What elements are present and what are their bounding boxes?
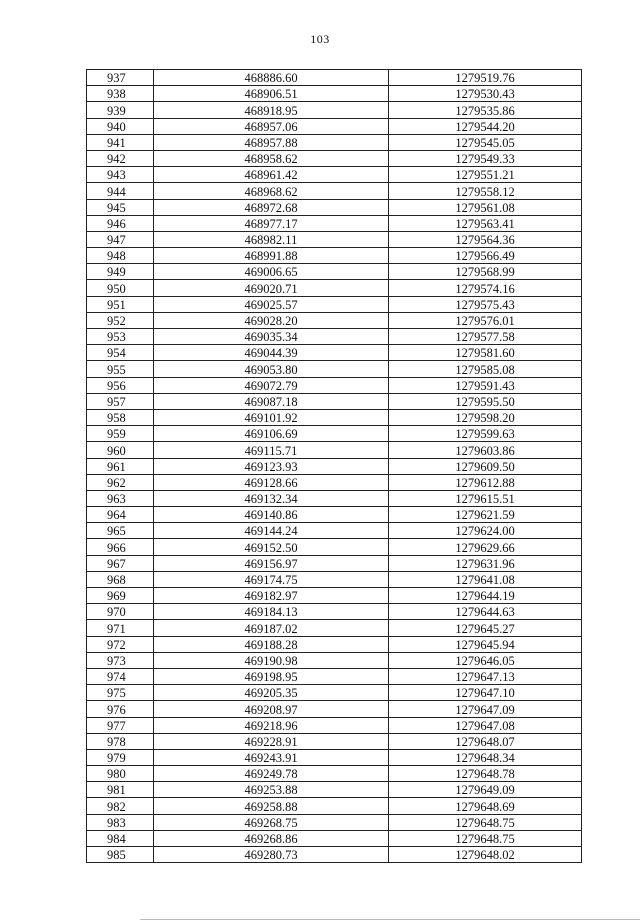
y-coordinate-cell: 1279568.99 bbox=[389, 264, 582, 280]
y-coordinate-cell: 1279648.75 bbox=[389, 830, 582, 846]
point-number-cell: 985 bbox=[87, 847, 154, 863]
table-row bbox=[87, 426, 582, 442]
x-coordinate-cell: 468958.62 bbox=[154, 150, 389, 166]
x-coordinate-cell: 468906.51 bbox=[154, 86, 389, 102]
table-row bbox=[87, 733, 582, 749]
x-coordinate-cell: 469187.02 bbox=[154, 620, 389, 636]
point-number-cell: 962 bbox=[87, 474, 154, 490]
table-row bbox=[87, 280, 582, 296]
y-coordinate-cell: 1279545.05 bbox=[389, 134, 582, 150]
scan-edge-line bbox=[140, 919, 640, 920]
y-coordinate-cell: 1279648.07 bbox=[389, 733, 582, 749]
point-number-cell: 942 bbox=[87, 150, 154, 166]
page-number: 103 bbox=[310, 32, 330, 46]
x-coordinate-cell: 469218.96 bbox=[154, 717, 389, 733]
point-number-cell: 957 bbox=[87, 393, 154, 409]
coordinates-table bbox=[86, 69, 582, 863]
point-number-cell: 979 bbox=[87, 749, 154, 765]
x-coordinate-cell: 469190.98 bbox=[154, 652, 389, 668]
point-number-cell: 947 bbox=[87, 231, 154, 247]
x-coordinate-cell: 468957.88 bbox=[154, 134, 389, 150]
point-number-cell: 983 bbox=[87, 814, 154, 830]
point-number-cell: 945 bbox=[87, 199, 154, 215]
table-row bbox=[87, 312, 582, 328]
x-coordinate-cell: 468982.11 bbox=[154, 231, 389, 247]
y-coordinate-cell: 1279563.41 bbox=[389, 215, 582, 231]
y-coordinate-cell: 1279647.09 bbox=[389, 701, 582, 717]
point-number-cell: 973 bbox=[87, 652, 154, 668]
x-coordinate-cell: 469144.24 bbox=[154, 523, 389, 539]
x-coordinate-cell: 469053.80 bbox=[154, 361, 389, 377]
y-coordinate-cell: 1279544.20 bbox=[389, 118, 582, 134]
x-coordinate-cell: 469280.73 bbox=[154, 847, 389, 863]
point-number-cell: 978 bbox=[87, 733, 154, 749]
y-coordinate-cell: 1279535.86 bbox=[389, 102, 582, 118]
y-coordinate-cell: 1279585.08 bbox=[389, 361, 582, 377]
table-row bbox=[87, 377, 582, 393]
y-coordinate-cell: 1279575.43 bbox=[389, 296, 582, 312]
x-coordinate-cell: 469128.66 bbox=[154, 474, 389, 490]
y-coordinate-cell: 1279598.20 bbox=[389, 409, 582, 425]
point-number-cell: 954 bbox=[87, 345, 154, 361]
table-row bbox=[87, 215, 582, 231]
table-row bbox=[87, 555, 582, 571]
y-coordinate-cell: 1279615.51 bbox=[389, 490, 582, 506]
point-number-cell: 937 bbox=[87, 70, 154, 86]
point-number-cell: 940 bbox=[87, 118, 154, 134]
point-number-cell: 971 bbox=[87, 620, 154, 636]
x-coordinate-cell: 469249.78 bbox=[154, 766, 389, 782]
y-coordinate-cell: 1279649.09 bbox=[389, 782, 582, 798]
table-row bbox=[87, 490, 582, 506]
x-coordinate-cell: 469035.34 bbox=[154, 329, 389, 345]
table-row bbox=[87, 474, 582, 490]
table-row bbox=[87, 685, 582, 701]
y-coordinate-cell: 1279648.78 bbox=[389, 766, 582, 782]
table-row bbox=[87, 539, 582, 555]
x-coordinate-cell: 469028.20 bbox=[154, 312, 389, 328]
x-coordinate-cell: 469253.88 bbox=[154, 782, 389, 798]
table-row bbox=[87, 264, 582, 280]
y-coordinate-cell: 1279576.01 bbox=[389, 312, 582, 328]
point-number-cell: 948 bbox=[87, 248, 154, 264]
x-coordinate-cell: 468991.88 bbox=[154, 248, 389, 264]
x-coordinate-cell: 469243.91 bbox=[154, 749, 389, 765]
y-coordinate-cell: 1279603.86 bbox=[389, 442, 582, 458]
y-coordinate-cell: 1279645.94 bbox=[389, 636, 582, 652]
point-number-cell: 951 bbox=[87, 296, 154, 312]
table-row bbox=[87, 393, 582, 409]
x-coordinate-cell: 469115.71 bbox=[154, 442, 389, 458]
x-coordinate-cell: 469044.39 bbox=[154, 345, 389, 361]
y-coordinate-cell: 1279581.60 bbox=[389, 345, 582, 361]
table-row bbox=[87, 636, 582, 652]
point-number-cell: 955 bbox=[87, 361, 154, 377]
table-row bbox=[87, 798, 582, 814]
table-row bbox=[87, 652, 582, 668]
x-coordinate-cell: 469006.65 bbox=[154, 264, 389, 280]
x-coordinate-cell: 469198.95 bbox=[154, 668, 389, 684]
y-coordinate-cell: 1279530.43 bbox=[389, 86, 582, 102]
point-number-cell: 960 bbox=[87, 442, 154, 458]
table-row bbox=[87, 847, 582, 863]
x-coordinate-cell: 468977.17 bbox=[154, 215, 389, 231]
point-number-cell: 963 bbox=[87, 490, 154, 506]
x-coordinate-cell: 469152.50 bbox=[154, 539, 389, 555]
point-number-cell: 956 bbox=[87, 377, 154, 393]
point-number-cell: 965 bbox=[87, 523, 154, 539]
table-row bbox=[87, 814, 582, 830]
y-coordinate-cell: 1279648.02 bbox=[389, 847, 582, 863]
y-coordinate-cell: 1279646.05 bbox=[389, 652, 582, 668]
y-coordinate-cell: 1279631.96 bbox=[389, 555, 582, 571]
table-row bbox=[87, 118, 582, 134]
x-coordinate-cell: 469025.57 bbox=[154, 296, 389, 312]
table-row bbox=[87, 766, 582, 782]
y-coordinate-cell: 1279564.36 bbox=[389, 231, 582, 247]
table-row bbox=[87, 588, 582, 604]
y-coordinate-cell: 1279519.76 bbox=[389, 70, 582, 86]
point-number-cell: 975 bbox=[87, 685, 154, 701]
table-row bbox=[87, 183, 582, 199]
table-row bbox=[87, 668, 582, 684]
x-coordinate-cell: 468957.06 bbox=[154, 118, 389, 134]
y-coordinate-cell: 1279591.43 bbox=[389, 377, 582, 393]
y-coordinate-cell: 1279624.00 bbox=[389, 523, 582, 539]
y-coordinate-cell: 1279641.08 bbox=[389, 571, 582, 587]
point-number-cell: 938 bbox=[87, 86, 154, 102]
table-row bbox=[87, 361, 582, 377]
y-coordinate-cell: 1279645.27 bbox=[389, 620, 582, 636]
table-row bbox=[87, 199, 582, 215]
y-coordinate-cell: 1279648.69 bbox=[389, 798, 582, 814]
table-row bbox=[87, 442, 582, 458]
y-coordinate-cell: 1279599.63 bbox=[389, 426, 582, 442]
x-coordinate-cell: 469101.92 bbox=[154, 409, 389, 425]
point-number-cell: 964 bbox=[87, 507, 154, 523]
x-coordinate-cell: 469140.86 bbox=[154, 507, 389, 523]
x-coordinate-cell: 468972.68 bbox=[154, 199, 389, 215]
y-coordinate-cell: 1279609.50 bbox=[389, 458, 582, 474]
x-coordinate-cell: 469072.79 bbox=[154, 377, 389, 393]
point-number-cell: 974 bbox=[87, 668, 154, 684]
y-coordinate-cell: 1279621.59 bbox=[389, 507, 582, 523]
y-coordinate-cell: 1279647.10 bbox=[389, 685, 582, 701]
point-number-cell: 968 bbox=[87, 571, 154, 587]
point-number-cell: 980 bbox=[87, 766, 154, 782]
table-row bbox=[87, 329, 582, 345]
x-coordinate-cell: 469258.88 bbox=[154, 798, 389, 814]
point-number-cell: 943 bbox=[87, 167, 154, 183]
table-row bbox=[87, 571, 582, 587]
point-number-cell: 941 bbox=[87, 134, 154, 150]
table-row bbox=[87, 830, 582, 846]
y-coordinate-cell: 1279558.12 bbox=[389, 183, 582, 199]
point-number-cell: 946 bbox=[87, 215, 154, 231]
point-number-cell: 961 bbox=[87, 458, 154, 474]
x-coordinate-cell: 469182.97 bbox=[154, 588, 389, 604]
x-coordinate-cell: 469188.28 bbox=[154, 636, 389, 652]
point-number-cell: 984 bbox=[87, 830, 154, 846]
y-coordinate-cell: 1279561.08 bbox=[389, 199, 582, 215]
table-row bbox=[87, 409, 582, 425]
table-row bbox=[87, 86, 582, 102]
point-number-cell: 944 bbox=[87, 183, 154, 199]
table-row bbox=[87, 620, 582, 636]
point-number-cell: 953 bbox=[87, 329, 154, 345]
table-row bbox=[87, 134, 582, 150]
point-number-cell: 950 bbox=[87, 280, 154, 296]
y-coordinate-cell: 1279644.63 bbox=[389, 604, 582, 620]
point-number-cell: 982 bbox=[87, 798, 154, 814]
x-coordinate-cell: 468886.60 bbox=[154, 70, 389, 86]
y-coordinate-cell: 1279574.16 bbox=[389, 280, 582, 296]
x-coordinate-cell: 469106.69 bbox=[154, 426, 389, 442]
y-coordinate-cell: 1279551.21 bbox=[389, 167, 582, 183]
x-coordinate-cell: 469156.97 bbox=[154, 555, 389, 571]
point-number-cell: 972 bbox=[87, 636, 154, 652]
table-row bbox=[87, 102, 582, 118]
table-row bbox=[87, 701, 582, 717]
table-row bbox=[87, 345, 582, 361]
table-row bbox=[87, 231, 582, 247]
point-number-cell: 969 bbox=[87, 588, 154, 604]
point-number-cell: 959 bbox=[87, 426, 154, 442]
y-coordinate-cell: 1279566.49 bbox=[389, 248, 582, 264]
table-row bbox=[87, 782, 582, 798]
y-coordinate-cell: 1279648.34 bbox=[389, 749, 582, 765]
x-coordinate-cell: 469208.97 bbox=[154, 701, 389, 717]
table-row bbox=[87, 458, 582, 474]
point-number-cell: 976 bbox=[87, 701, 154, 717]
table-row bbox=[87, 523, 582, 539]
table-row bbox=[87, 604, 582, 620]
table-row bbox=[87, 167, 582, 183]
table-row bbox=[87, 717, 582, 733]
table-row bbox=[87, 749, 582, 765]
y-coordinate-cell: 1279595.50 bbox=[389, 393, 582, 409]
y-coordinate-cell: 1279647.13 bbox=[389, 668, 582, 684]
point-number-cell: 970 bbox=[87, 604, 154, 620]
point-number-cell: 966 bbox=[87, 539, 154, 555]
x-coordinate-cell: 469205.35 bbox=[154, 685, 389, 701]
x-coordinate-cell: 469228.91 bbox=[154, 733, 389, 749]
point-number-cell: 952 bbox=[87, 312, 154, 328]
x-coordinate-cell: 468961.42 bbox=[154, 167, 389, 183]
table-row bbox=[87, 70, 582, 86]
x-coordinate-cell: 469268.75 bbox=[154, 814, 389, 830]
x-coordinate-cell: 468968.62 bbox=[154, 183, 389, 199]
table-row bbox=[87, 296, 582, 312]
x-coordinate-cell: 469123.93 bbox=[154, 458, 389, 474]
y-coordinate-cell: 1279549.33 bbox=[389, 150, 582, 166]
x-coordinate-cell: 469184.13 bbox=[154, 604, 389, 620]
point-number-cell: 981 bbox=[87, 782, 154, 798]
point-number-cell: 958 bbox=[87, 409, 154, 425]
y-coordinate-cell: 1279648.75 bbox=[389, 814, 582, 830]
x-coordinate-cell: 469132.34 bbox=[154, 490, 389, 506]
point-number-cell: 977 bbox=[87, 717, 154, 733]
x-coordinate-cell: 469087.18 bbox=[154, 393, 389, 409]
y-coordinate-cell: 1279612.88 bbox=[389, 474, 582, 490]
x-coordinate-cell: 469174.75 bbox=[154, 571, 389, 587]
table-row bbox=[87, 150, 582, 166]
table-row bbox=[87, 507, 582, 523]
point-number-cell: 967 bbox=[87, 555, 154, 571]
x-coordinate-cell: 468918.95 bbox=[154, 102, 389, 118]
point-number-cell: 949 bbox=[87, 264, 154, 280]
y-coordinate-cell: 1279629.66 bbox=[389, 539, 582, 555]
x-coordinate-cell: 469268.86 bbox=[154, 830, 389, 846]
point-number-cell: 939 bbox=[87, 102, 154, 118]
table-row bbox=[87, 248, 582, 264]
y-coordinate-cell: 1279577.58 bbox=[389, 329, 582, 345]
x-coordinate-cell: 469020.71 bbox=[154, 280, 389, 296]
y-coordinate-cell: 1279644.19 bbox=[389, 588, 582, 604]
coordinates-table-body bbox=[87, 70, 582, 863]
y-coordinate-cell: 1279647.08 bbox=[389, 717, 582, 733]
